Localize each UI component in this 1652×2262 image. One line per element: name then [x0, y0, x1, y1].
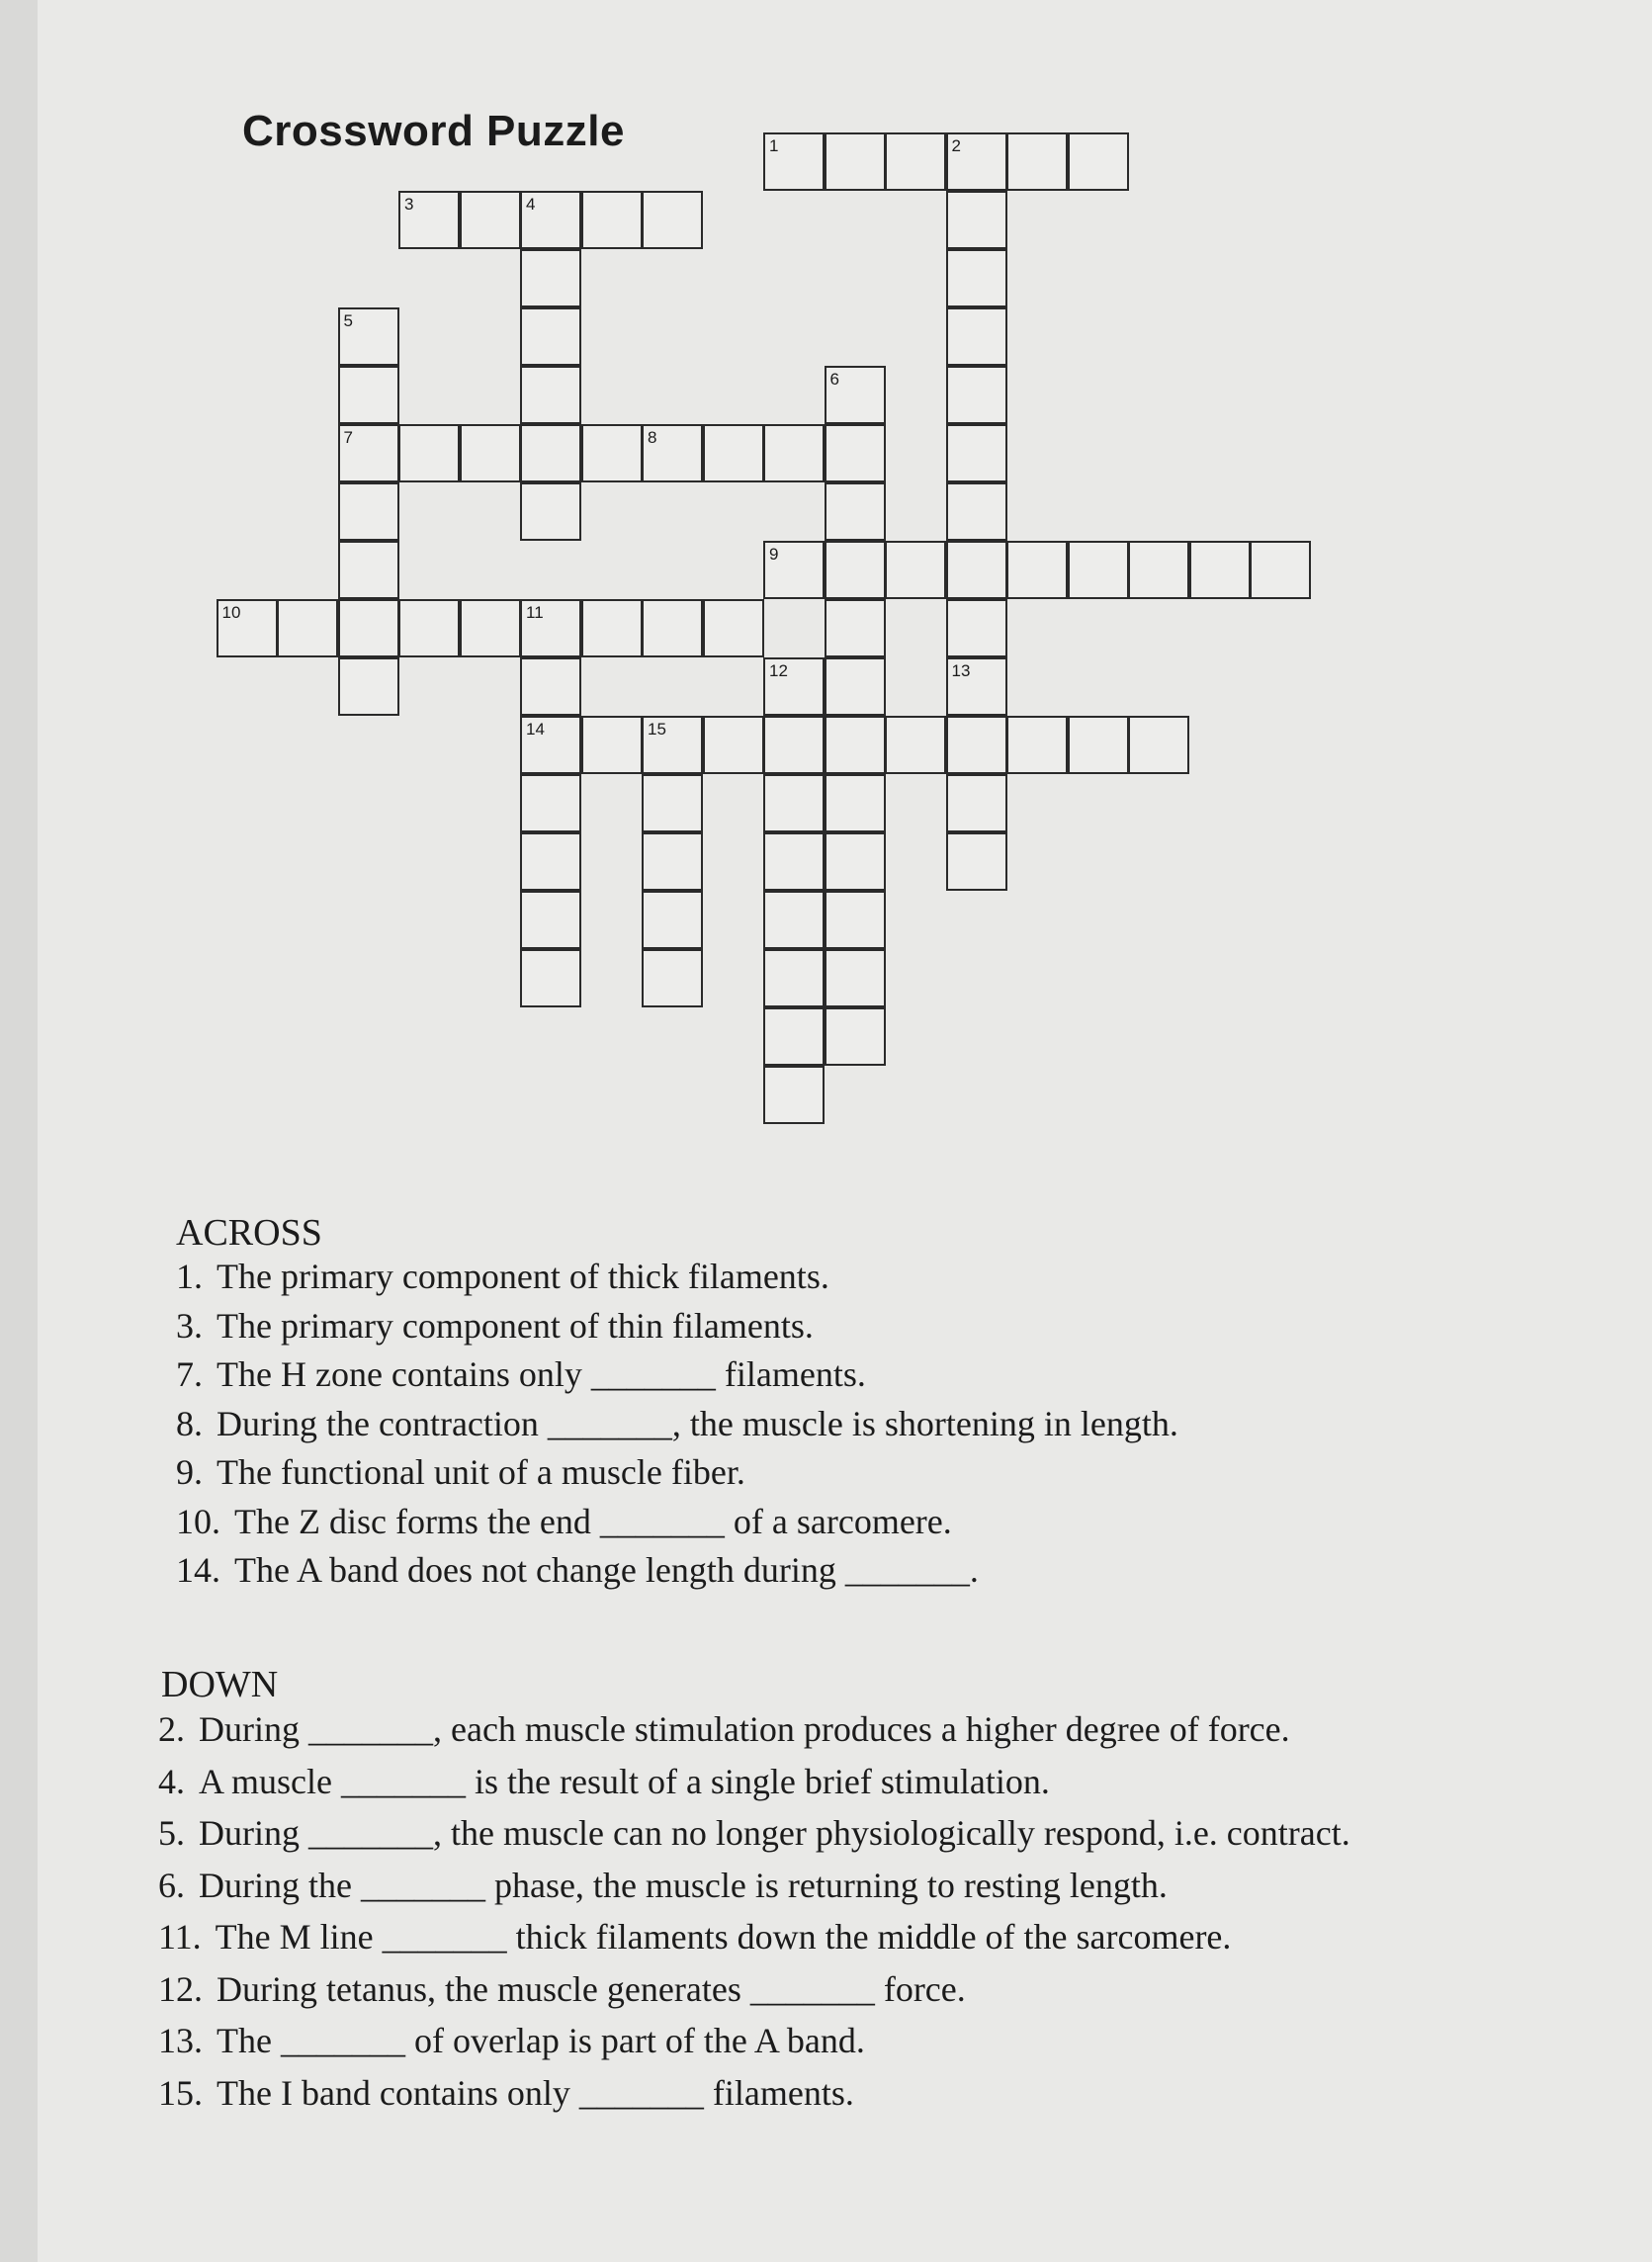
across-clue [176, 1501, 952, 1542]
down-clue-number: 13. [158, 2021, 203, 2060]
crossword-cell[interactable] [642, 949, 703, 1007]
clue-number-label: 13 [951, 661, 971, 680]
crossword-cell[interactable] [825, 891, 886, 949]
down-clue [158, 1812, 1350, 1854]
crossword-cell[interactable] [1006, 132, 1068, 191]
down-clue [158, 1708, 1290, 1750]
down-clue [158, 1865, 1168, 1906]
crossword-cell[interactable] [825, 832, 886, 891]
crossword-cell[interactable] [520, 716, 581, 774]
crossword-cell[interactable] [946, 832, 1007, 891]
crossword-cell[interactable] [946, 249, 1007, 307]
crossword-cell[interactable] [763, 774, 825, 832]
clue-number-label: 4 [526, 195, 536, 214]
crossword-cell[interactable] [763, 949, 825, 1007]
clue-number-label: 5 [343, 311, 353, 330]
crossword-cell[interactable] [763, 716, 825, 774]
down-clue [158, 2072, 854, 2114]
down-clue-text: A muscle _______ is the result of a single brief stimulation. [199, 1761, 1050, 1801]
crossword-cell[interactable] [1006, 541, 1068, 599]
crossword-cell[interactable] [642, 891, 703, 949]
crossword-cell[interactable] [520, 424, 581, 482]
crossword-cell[interactable] [946, 599, 1007, 657]
clue-number-label: 11 [526, 603, 544, 622]
crossword-cell[interactable] [338, 424, 399, 482]
crossword-cell[interactable] [520, 891, 581, 949]
clue-number-label: 8 [648, 428, 657, 447]
down-clue-text: The _______ of overlap is part of the A band. [217, 2021, 865, 2060]
across-clue [176, 1305, 814, 1347]
crossword-cell[interactable] [763, 891, 825, 949]
down-clue-number: 4. [158, 1761, 185, 1801]
clue-number-label: 1 [769, 136, 779, 155]
crossword-cell[interactable] [581, 424, 643, 482]
crossword-cell[interactable] [520, 482, 581, 541]
crossword-cell[interactable] [825, 482, 886, 541]
crossword-cell[interactable] [946, 774, 1007, 832]
across-clue [176, 1549, 979, 1591]
crossword-cell[interactable] [520, 774, 581, 832]
crossword-cell[interactable] [398, 424, 460, 482]
crossword-cell[interactable] [825, 424, 886, 482]
page-title: Crossword Puzzle [242, 107, 625, 155]
crossword-cell[interactable] [825, 132, 886, 191]
across-clue-text: The H zone contains only _______ filaments. [217, 1354, 866, 1394]
crossword-cell[interactable] [825, 657, 886, 716]
crossword-cell[interactable] [398, 191, 460, 249]
crossword-cell[interactable] [946, 191, 1007, 249]
crossword-cell[interactable] [1189, 541, 1251, 599]
crossword-cell[interactable] [885, 132, 946, 191]
crossword-cell[interactable] [338, 657, 399, 716]
crossword-cell[interactable] [338, 599, 399, 657]
crossword-cell[interactable] [825, 366, 886, 424]
down-clue-number: 6. [158, 1865, 185, 1905]
crossword-cell[interactable] [520, 832, 581, 891]
crossword-cell[interactable] [763, 424, 825, 482]
crossword-cell[interactable] [520, 949, 581, 1007]
down-clue-text: The I band contains only _______ filaments. [217, 2072, 854, 2113]
crossword-cell[interactable] [703, 424, 764, 482]
crossword-cell[interactable] [1068, 132, 1129, 191]
clue-number-label: 2 [951, 136, 961, 155]
down-clue-text: During tetanus, the muscle generates _______ force. [217, 1968, 966, 2009]
crossword-cell[interactable] [763, 1066, 825, 1124]
across-clue [176, 1403, 1178, 1444]
crossword-cell[interactable] [763, 832, 825, 891]
crossword-cell[interactable] [520, 657, 581, 716]
crossword-cell[interactable] [946, 424, 1007, 482]
crossword-cell[interactable] [946, 132, 1007, 191]
crossword-cell[interactable] [946, 366, 1007, 424]
crossword-cell[interactable] [1128, 716, 1189, 774]
down-clue [158, 1916, 1231, 1958]
crossword-cell[interactable] [642, 832, 703, 891]
down-clue-number: 5. [158, 1813, 185, 1853]
across-clue-number: 8. [176, 1403, 203, 1443]
crossword-cell[interactable] [825, 774, 886, 832]
crossword-cell[interactable] [460, 424, 521, 482]
crossword-cell[interactable] [642, 774, 703, 832]
across-clue-text: The primary component of thick filaments. [217, 1257, 829, 1296]
down-clue-text: During _______, each muscle stimulation produces a higher degree of force. [199, 1709, 1290, 1749]
crossword-cell[interactable] [217, 599, 278, 657]
crossword-cell[interactable] [763, 541, 825, 599]
crossword-cell[interactable] [946, 307, 1007, 366]
crossword-cell[interactable] [642, 716, 703, 774]
down-clue-number: 2. [158, 1709, 185, 1749]
crossword-cell[interactable] [825, 541, 886, 599]
clue-number-label: 6 [829, 370, 839, 389]
crossword-cell[interactable] [946, 716, 1007, 774]
crossword-cell[interactable] [763, 1007, 825, 1066]
crossword-cell[interactable] [825, 1007, 886, 1066]
crossword-cell[interactable] [763, 657, 825, 716]
crossword-cell[interactable] [703, 716, 764, 774]
crossword-cell[interactable] [338, 541, 399, 599]
crossword-cell[interactable] [885, 716, 946, 774]
across-clue-number: 7. [176, 1354, 203, 1394]
crossword-cell[interactable] [460, 191, 521, 249]
crossword-cell[interactable] [825, 949, 886, 1007]
down-clue [158, 1761, 1050, 1802]
clue-number-label: 7 [343, 428, 353, 447]
crossword-cell[interactable] [642, 191, 703, 249]
crossword-cell[interactable] [1068, 716, 1129, 774]
across-clue [176, 1353, 866, 1395]
crossword-cell[interactable] [338, 366, 399, 424]
down-heading: DOWN [161, 1664, 279, 1705]
across-clue [176, 1451, 745, 1493]
down-clue-text: During the _______ phase, the muscle is returning to resting length. [199, 1865, 1168, 1905]
crossword-cell[interactable] [642, 599, 703, 657]
crossword-cell[interactable] [520, 191, 581, 249]
crossword-cell[interactable] [763, 132, 825, 191]
across-clue-number: 9. [176, 1452, 203, 1492]
across-clue-text: The Z disc forms the end _______ of a sarcomere. [234, 1501, 952, 1541]
clue-number-label: 12 [769, 661, 788, 680]
crossword-cell[interactable] [642, 424, 703, 482]
across-clue-number: 10. [176, 1501, 220, 1541]
crossword-cell[interactable] [277, 599, 338, 657]
down-clue-text: During _______, the muscle can no longer physiologically respond, i.e. contract. [199, 1813, 1350, 1853]
across-clue-text: During the contraction _______, the muscle is shortening in length. [217, 1403, 1178, 1443]
clue-number-label: 9 [769, 545, 779, 564]
crossword-cell[interactable] [946, 541, 1007, 599]
clue-number-label: 14 [526, 720, 545, 739]
crossword-cell[interactable] [520, 599, 581, 657]
clue-number-label: 3 [404, 195, 414, 214]
crossword-cell[interactable] [338, 482, 399, 541]
across-clue-text: The functional unit of a muscle fiber. [217, 1452, 745, 1492]
crossword-cell[interactable] [885, 541, 946, 599]
crossword-cell[interactable] [581, 599, 643, 657]
down-clue [158, 2020, 865, 2061]
crossword-cell[interactable] [946, 482, 1007, 541]
across-clue-number: 14. [176, 1550, 220, 1590]
crossword-cell[interactable] [946, 657, 1007, 716]
crossword-cell[interactable] [398, 599, 460, 657]
crossword-cell[interactable] [460, 599, 521, 657]
crossword-cell[interactable] [581, 716, 643, 774]
clue-number-label: 15 [648, 720, 666, 739]
across-clue-text: The A band does not change length during _______. [234, 1550, 979, 1590]
crossword-cell[interactable] [1250, 541, 1311, 599]
down-clue-number: 15. [158, 2072, 203, 2113]
crossword-cell[interactable] [520, 366, 581, 424]
across-clue [176, 1256, 829, 1297]
down-clue-text: The M line _______ thick filaments down the middle of the sarcomere. [215, 1917, 1232, 1957]
down-clue-number: 11. [158, 1917, 202, 1957]
crossword-cell[interactable] [520, 307, 581, 366]
across-clue-number: 3. [176, 1305, 203, 1346]
across-clue-number: 1. [176, 1257, 203, 1296]
crossword-cell[interactable] [581, 191, 643, 249]
crossword-cell[interactable] [825, 716, 886, 774]
crossword-cell[interactable] [1128, 541, 1189, 599]
crossword-cell[interactable] [338, 307, 399, 366]
across-clue-text: The primary component of thin filaments. [217, 1305, 814, 1346]
crossword-cell[interactable] [1006, 716, 1068, 774]
crossword-cell[interactable] [1068, 541, 1129, 599]
worksheet-page [38, 0, 1652, 2262]
down-clue [158, 1968, 966, 2010]
crossword-cell[interactable] [825, 599, 886, 657]
crossword-cell[interactable] [703, 599, 764, 657]
clue-number-label: 10 [221, 603, 241, 622]
crossword-cell[interactable] [520, 249, 581, 307]
across-heading: ACROSS [176, 1212, 322, 1254]
down-clue-number: 12. [158, 1968, 203, 2009]
